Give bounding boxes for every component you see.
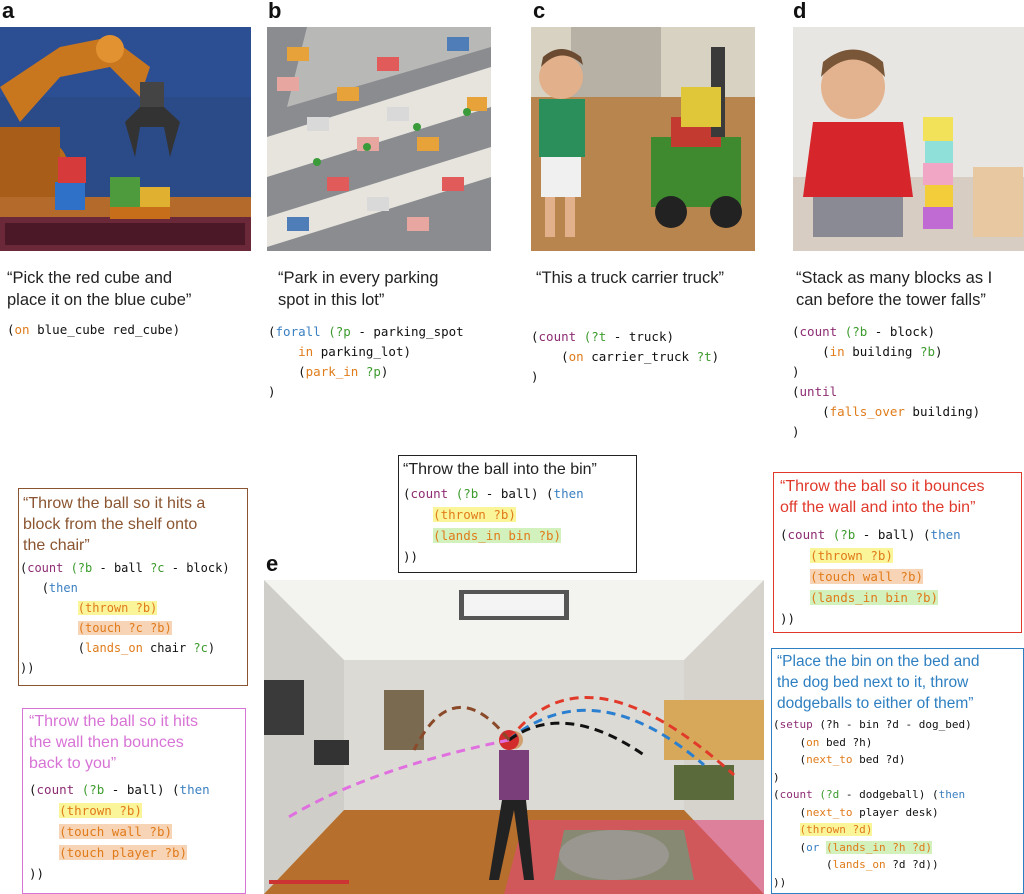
code-b: [268, 322, 464, 402]
panel-letter-d: d: [793, 0, 807, 23]
brown-paren2: (: [41, 581, 49, 595]
blue-close: ): [773, 770, 780, 784]
panel-letter-a: a: [2, 0, 15, 23]
red-end: )): [780, 611, 796, 626]
code-b-keyword-park: park_in: [305, 364, 359, 379]
code-a: [7, 320, 180, 340]
code-b-type: - parking_spot: [350, 324, 464, 339]
task-box-brown-code: [19, 556, 247, 678]
pink-touch-player: (touch player ?b): [59, 845, 188, 860]
code-d-paren2: (: [822, 344, 830, 359]
code-a-keyword: on: [14, 322, 30, 337]
pink-quote-line2: the wall then bounces: [29, 734, 184, 751]
code-a-paren: (: [7, 322, 15, 337]
code-d-paren: (: [792, 324, 800, 339]
code-b-close: ): [380, 364, 389, 379]
code-b-keyword-forall: forall: [275, 324, 321, 339]
black-var: (?b: [448, 486, 479, 501]
brown-type-block: - block): [164, 561, 230, 575]
brown-type-ball: - ball: [92, 561, 151, 575]
red-keyword-then: then: [930, 527, 961, 542]
pink-touch-wall: (touch wall ?b): [59, 824, 172, 839]
blue-paren: (: [773, 718, 780, 731]
task-box-pink: [22, 708, 246, 894]
blue-paren5: (: [799, 805, 807, 819]
code-c-paren: (: [531, 329, 539, 344]
caption-b: [278, 267, 438, 311]
caption-a: [7, 267, 191, 311]
pink-thrown: (thrown ?b): [59, 803, 142, 818]
blue-keyword-setup: setup: [779, 718, 813, 731]
blue-thrown: (thrown ?d): [799, 823, 873, 836]
code-d-keyword-falls: falls_over: [829, 404, 905, 419]
blue-keyword-then: then: [938, 788, 966, 801]
code-d-close: ): [935, 344, 943, 359]
caption-d: [796, 267, 992, 311]
pink-paren: (: [29, 782, 37, 797]
red-keyword-count: count: [787, 527, 826, 542]
code-b-paren: (: [268, 324, 276, 339]
code-d-paren3: (: [792, 384, 800, 399]
task-box-pink-quote: [23, 709, 245, 774]
brown-quote-line1: “Throw the ball so it hits a: [23, 495, 206, 512]
brown-end: )): [20, 661, 35, 675]
blue-keyword-or: or: [806, 840, 820, 854]
task-box-black-code: [399, 480, 636, 567]
task-box-red-quote: [774, 473, 1021, 518]
blue-quote-line1: “Place the bin on the bed and: [777, 653, 980, 670]
black-type: - ball) (: [478, 486, 554, 501]
brown-keyword-then: then: [48, 581, 78, 595]
blue-quote-line3: dodgeballs to either of them”: [777, 695, 974, 712]
code-d-close2: ): [792, 364, 800, 379]
code-d-object: building: [844, 344, 920, 359]
code-c-var: (?t: [576, 329, 607, 344]
task-box-black-quote: “Throw the ball into the bin”: [403, 461, 597, 478]
code-b-keyword-in: in: [298, 344, 314, 359]
black-keyword-then: then: [553, 486, 584, 501]
blue-lands-on-args: ?d ?d)): [885, 858, 939, 871]
parking-lot-illustration: [267, 27, 491, 251]
code-c-var2: ?t: [696, 349, 712, 364]
code-b-var: (?p: [320, 324, 351, 339]
blue-paren4: (: [773, 788, 780, 801]
code-d-keyword-until: until: [799, 384, 838, 399]
pink-keyword-count: count: [36, 782, 75, 797]
child-blocks-photo: [793, 27, 1024, 251]
brown-var-c2: ?c: [193, 641, 208, 655]
code-c-paren2: (: [561, 349, 569, 364]
red-quote-line2: off the wall and into the bin”: [780, 499, 976, 516]
task-box-pink-code: [23, 774, 245, 884]
panel-letter-e: e: [266, 551, 279, 576]
blue-lands-in: (lands_in ?h ?d): [826, 840, 932, 854]
blue-keyword-next-to: next_to: [806, 753, 853, 766]
code-d: [792, 322, 980, 442]
caption-d-line2: can before the tower falls”: [796, 291, 986, 309]
code-c-object: carrier_truck: [583, 349, 697, 364]
panel-letter-b: b: [268, 0, 282, 23]
blue-paren3: (: [799, 753, 807, 766]
code-d-object2: building): [904, 404, 981, 419]
code-d-var2: ?b: [919, 344, 936, 359]
code-c-keyword-on: on: [568, 349, 584, 364]
black-thrown: (thrown ?b): [433, 507, 516, 522]
blue-next-to-args: bed ?d): [852, 753, 906, 766]
caption-c: [536, 267, 724, 289]
caption-c-line1: “This a truck carrier truck”: [536, 269, 724, 287]
task-box-blue: [771, 648, 1024, 894]
red-var: (?b: [825, 527, 856, 542]
black-paren: (: [403, 486, 411, 501]
brown-thrown: (thrown ?b): [77, 601, 158, 615]
code-b-lot: parking_lot): [313, 344, 412, 359]
pink-quote-line3: back to you”: [29, 755, 117, 772]
blue-paren6: (: [799, 840, 807, 854]
code-d-var: (?b: [837, 324, 868, 339]
code-c-close: ): [711, 349, 720, 364]
blue-keyword-next-to2: next_to: [806, 805, 853, 819]
pink-quote-line1: “Throw the ball so it hits: [29, 713, 198, 730]
blue-keyword-lands-on: lands_on: [832, 858, 886, 871]
red-thrown: (thrown ?b): [810, 548, 893, 563]
pink-end: )): [29, 866, 45, 881]
brown-quote-line2: block from the shelf onto: [23, 516, 198, 533]
brown-keyword-lands-on: lands_on: [85, 641, 143, 655]
black-keyword-count: count: [410, 486, 449, 501]
task-box-red: [773, 472, 1022, 633]
blue-keyword-count: count: [779, 788, 813, 801]
red-type: - ball) (: [855, 527, 931, 542]
brown-quote-line3: the chair”: [23, 537, 90, 554]
black-lands-in: (lands_in bin ?b): [433, 528, 562, 543]
pink-keyword-then: then: [179, 782, 210, 797]
code-d-type: - block): [867, 324, 936, 339]
task-box-brown-quote: [19, 489, 247, 556]
caption-b-line2: spot in this lot”: [278, 291, 385, 309]
blue-paren2: (: [799, 735, 807, 749]
code-d-end: ): [792, 424, 800, 439]
code-b-var2: ?p: [358, 364, 381, 379]
task-box-red-code: [774, 518, 1021, 629]
code-c: [531, 327, 719, 387]
red-quote-line1: “Throw the ball so it bounces: [780, 478, 985, 495]
brown-var-b: (?b: [63, 561, 93, 575]
code-d-keyword-in: in: [829, 344, 845, 359]
caption-b-line1: “Park in every parking: [278, 269, 439, 287]
code-b-paren2: (: [298, 364, 306, 379]
blue-paren7: (: [825, 858, 833, 871]
panel-letter-c: c: [533, 0, 546, 23]
blue-type: - dodgeball) (: [839, 788, 939, 801]
blue-setup-args: (?h - bin ?d - dog_bed): [812, 718, 972, 731]
code-c-end: ): [531, 369, 539, 384]
red-paren: (: [780, 527, 788, 542]
code-c-type: - truck): [606, 329, 675, 344]
blue-quote-line2: the dog bed next to it, throw: [777, 674, 969, 691]
code-c-keyword-count: count: [538, 329, 577, 344]
blue-player-desk: player desk): [852, 805, 939, 819]
task-box-brown: [18, 488, 248, 686]
red-lands-in: (lands_in bin ?b): [810, 590, 939, 605]
brown-var-c: ?c: [150, 561, 165, 575]
code-d-keyword-count: count: [799, 324, 838, 339]
robot-arm-illustration: [0, 27, 251, 251]
blue-keyword-on: on: [806, 735, 820, 749]
task-box-blue-code: [772, 714, 1023, 891]
brown-paren: (: [20, 561, 28, 575]
brown-chair: chair: [142, 641, 194, 655]
brown-paren3: (: [77, 641, 86, 655]
pink-type: - ball) (: [104, 782, 180, 797]
code-b-end: ): [268, 384, 276, 399]
code-d-paren4: (: [822, 404, 830, 419]
task-box-blue-quote: [772, 649, 1023, 714]
child-truck-photo: [531, 27, 755, 251]
brown-close: ): [207, 641, 216, 655]
red-touch: (touch wall ?b): [810, 569, 923, 584]
black-end: )): [403, 549, 419, 564]
virtual-room-scene: [264, 580, 764, 894]
blue-var: (?d: [812, 788, 840, 801]
caption-a-line2: place it on the blue cube”: [7, 291, 192, 309]
code-a-args: blue_cube red_cube): [29, 322, 181, 337]
brown-touch: (touch ?c ?b): [77, 621, 172, 635]
blue-end: )): [773, 875, 787, 889]
pink-var: (?b: [74, 782, 105, 797]
task-box-black: [398, 455, 637, 573]
blue-on-args: bed ?h): [819, 735, 873, 749]
brown-keyword-count: count: [27, 561, 64, 575]
blue-space: [819, 841, 826, 854]
caption-d-line1: “Stack as many blocks as I: [796, 269, 993, 287]
caption-a-line1: “Pick the red cube and: [7, 269, 173, 287]
